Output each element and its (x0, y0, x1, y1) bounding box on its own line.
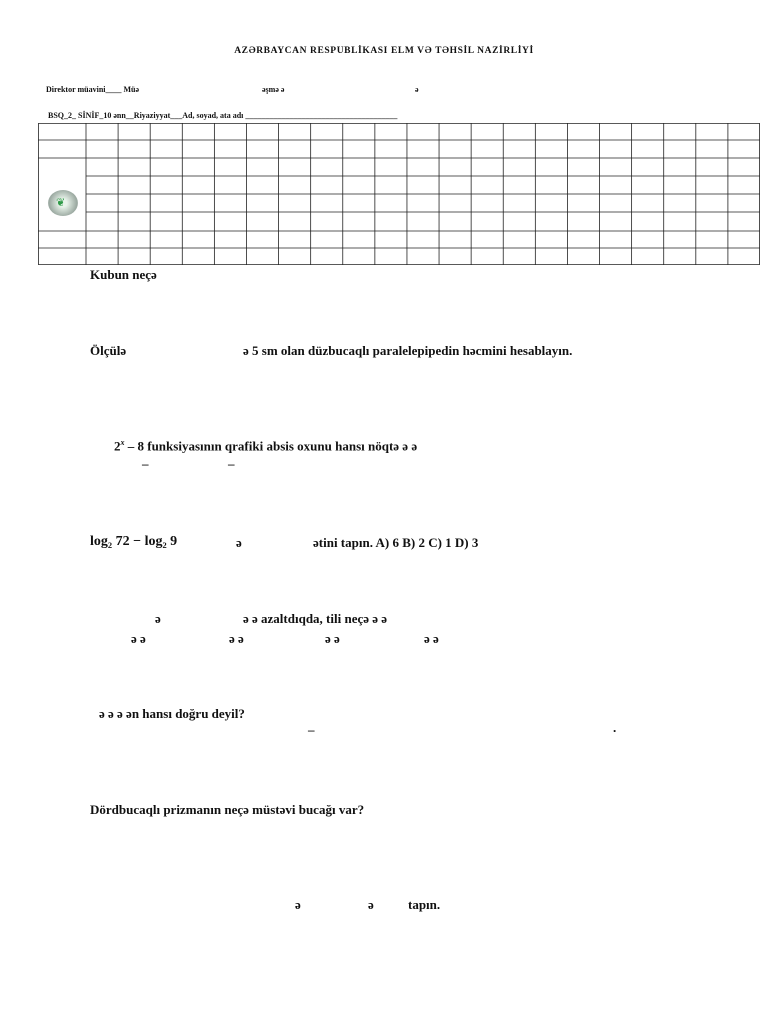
question-3-text (114, 438, 417, 454)
school-logo (48, 190, 78, 216)
leaf-icon: ❦ (56, 197, 66, 209)
question-3-dash-1: – (142, 456, 149, 471)
question-8-end: tapın. (408, 897, 441, 912)
question-3-dash-2: – (228, 456, 235, 471)
question-6-text: ə ə ə ən hansı doğru deyil? (99, 706, 245, 721)
question-3-rest: – 8 funksiyasının qrafiki absis oxunu hansı nöqtə ə ə (124, 438, 418, 454)
question-2-text: ə 5 sm olan düzbucaqlı paralelepipedin həcmini hesablayın. (243, 343, 573, 358)
question-2-start: Ölçülə (90, 343, 127, 358)
question-5-option-1: ə ə (131, 631, 146, 646)
question-5-option-3: ə ə (325, 631, 340, 646)
question-4-fragment: ə (236, 535, 242, 550)
question-5-option-2: ə ə (229, 631, 244, 646)
question-7: Dördbucaqlı prizmanın neçə müstəvi bucağı var? (90, 802, 365, 817)
director-deputy-line: Direktor müavini____ Müə (46, 85, 140, 94)
question-8-fragment-2: ə (368, 897, 374, 912)
meeting-label: əşmə ə (262, 85, 285, 94)
exam-info-line: BSQ_2_ SİNİF_10 ənn__Riyaziyyat___Ad, soyad, ata adı ______________________________________ (48, 111, 398, 120)
question-6-dash: – (308, 722, 315, 737)
question-4-math: log₂ 72 − log₂ 9 (90, 534, 178, 549)
question-4-options: ətini tapın. A) 6 B) 2 C) 1 D) 3 (313, 535, 479, 550)
answer-grid (38, 123, 760, 265)
ministry-title: AZƏRBAYCAN RESPUBLİKASI ELM VƏ TƏHSİL NAZİRLİYİ (234, 46, 534, 56)
question-3-base: 2 (114, 438, 121, 454)
question-5-fragment: ə (155, 611, 161, 626)
question-8-fragment-1: ə (295, 897, 301, 912)
question-3-exponent: x (120, 438, 125, 447)
question-5-text: ə ə azaltdıqda, tili neçə ə ə (243, 611, 388, 626)
question-5-option-4: ə ə (424, 631, 439, 646)
header-fragment: ə (415, 85, 419, 94)
question-6-dot: . (613, 720, 617, 735)
question-1: Kubun neçə (90, 267, 157, 282)
